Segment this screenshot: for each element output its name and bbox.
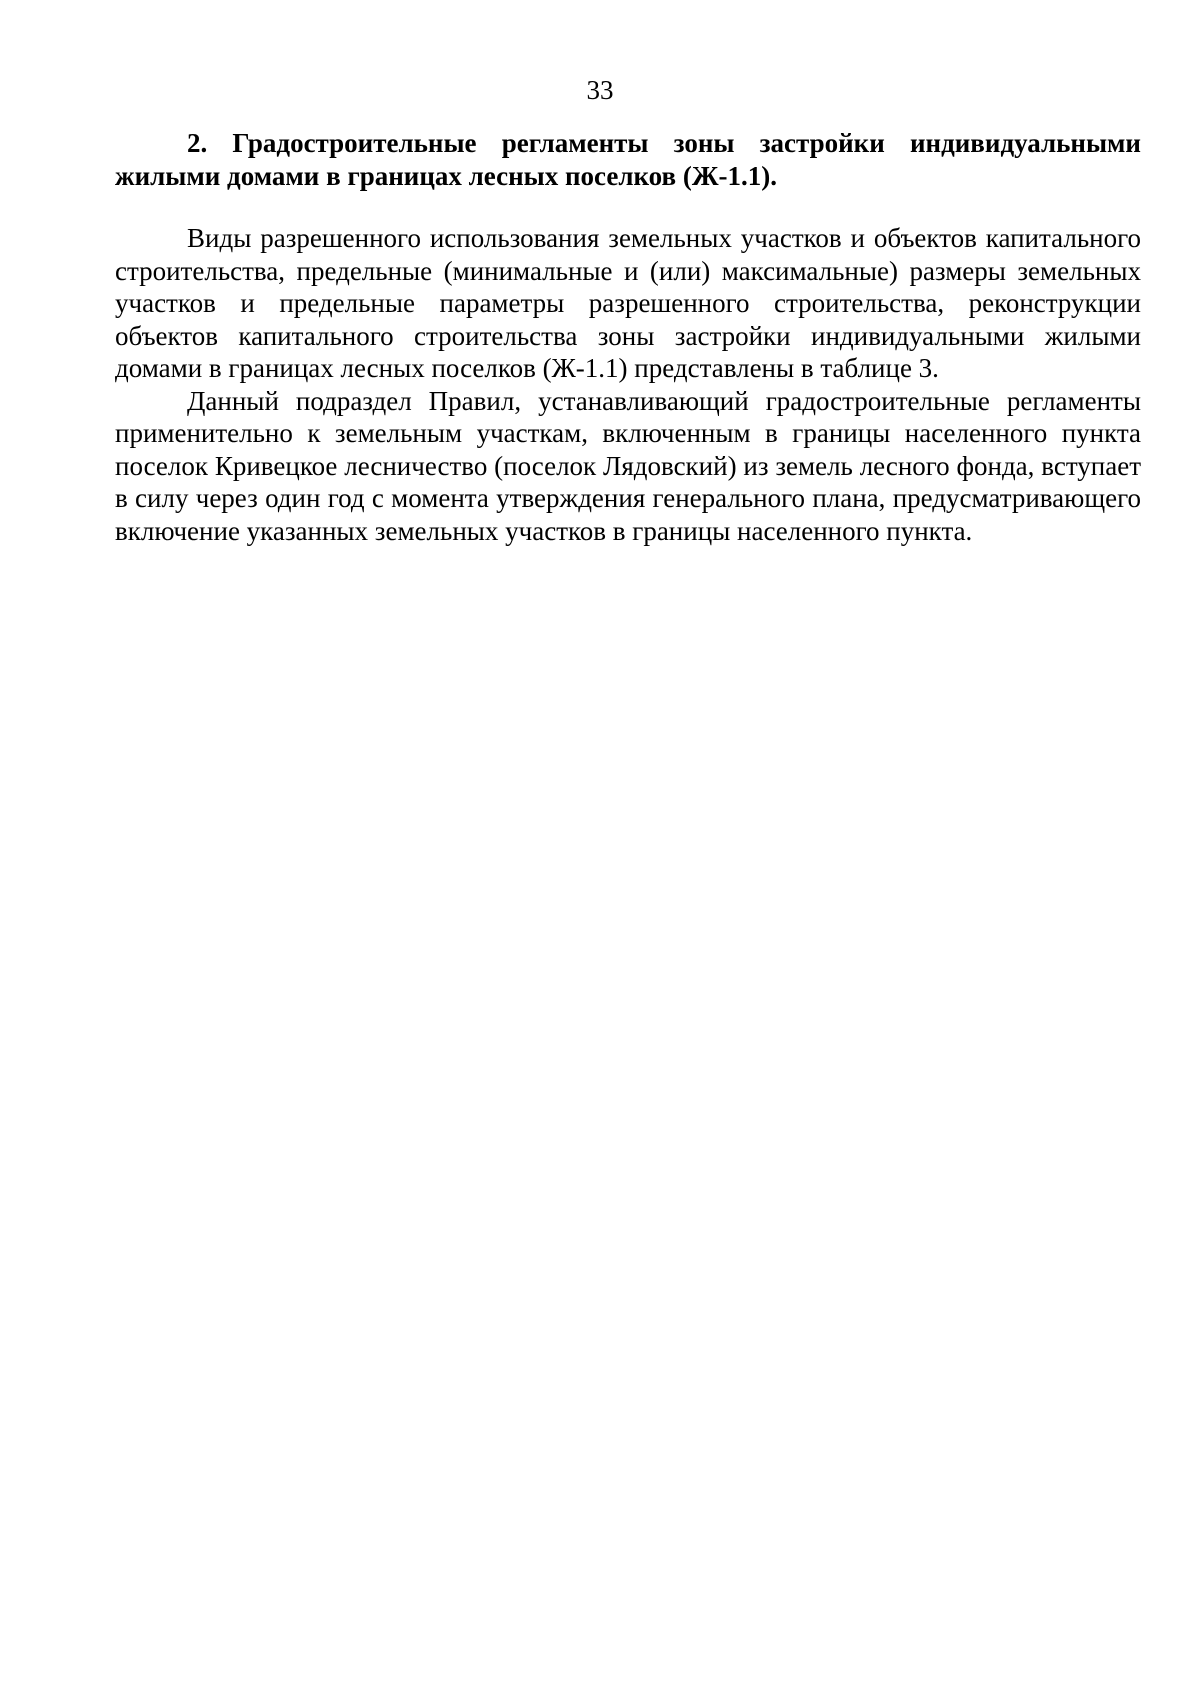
section-heading: 2. Градостроительные регламенты зоны застройки индивидуальными жилыми домами в границах лесных поселков (Ж-1.1). bbox=[115, 128, 1141, 191]
page-number: 33 bbox=[586, 75, 614, 105]
body-paragraph-effective-date: Данный подраздел Правил, устанавливающий градостроительные регламенты применительно к земельным участкам, включенным в границы населенного пункта поселок Кривецкое лесничество (поселок Лядовский) из земель лесного фонда, вступает в силу через один год с момента утверждения генерального плана, предусматривающего включение указанных земельных участков в границы населенного пункта. bbox=[115, 385, 1141, 546]
section-content bbox=[115, 127, 1141, 547]
body-paragraph-permitted-uses: Виды разрешенного использования земельных участков и объектов капитального строительства, предельные (минимальные и (или) максимальные) размеры земельных участков и предельные параметры разрешенного строительства, реконструкции объектов капитального строительства зоны застройки индивидуальными жилыми домами в границах лесных поселков (Ж-1.1) представлены в таблице 3. bbox=[115, 223, 1141, 383]
